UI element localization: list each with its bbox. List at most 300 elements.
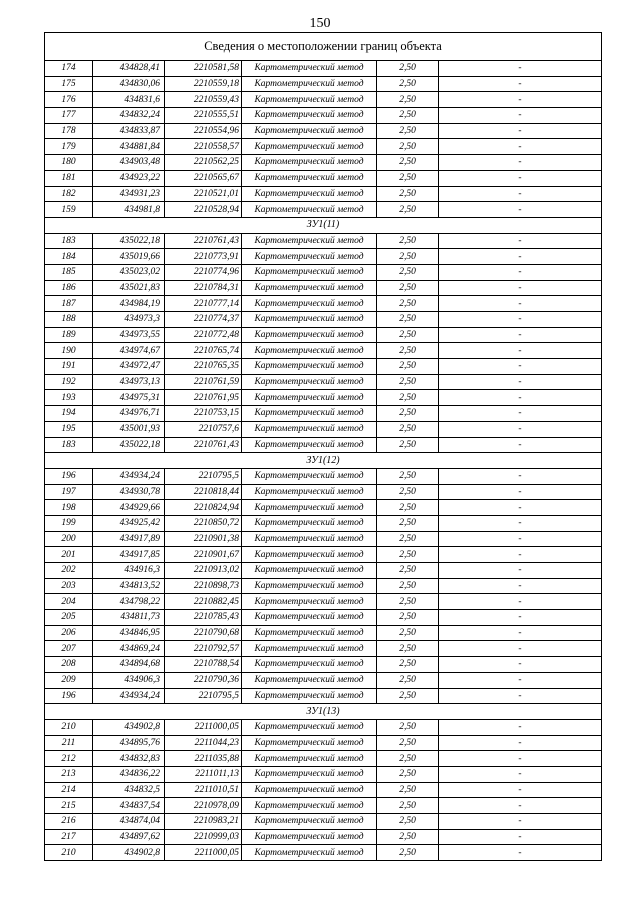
accuracy-cell: 2,50 bbox=[377, 139, 439, 155]
point-number-cell: 188 bbox=[45, 312, 93, 328]
y-coordinate-cell: 2210901,38 bbox=[165, 531, 242, 547]
point-number-cell: 184 bbox=[45, 249, 93, 265]
accuracy-cell: 2,50 bbox=[377, 92, 439, 108]
point-number-cell: 195 bbox=[45, 421, 93, 437]
description-cell: - bbox=[439, 845, 602, 861]
point-number-cell: 196 bbox=[45, 468, 93, 484]
point-number-cell: 185 bbox=[45, 264, 93, 280]
accuracy-cell: 2,50 bbox=[377, 390, 439, 406]
accuracy-cell: 2,50 bbox=[377, 641, 439, 657]
accuracy-cell: 2,50 bbox=[377, 547, 439, 563]
point-number-cell: 191 bbox=[45, 359, 93, 375]
x-coordinate-cell: 434894,68 bbox=[93, 657, 165, 673]
y-coordinate-cell: 2210765,35 bbox=[165, 359, 242, 375]
description-cell: - bbox=[439, 421, 602, 437]
method-cell: Картометрический метод bbox=[242, 641, 377, 657]
method-cell: Картометрический метод bbox=[242, 233, 377, 249]
method-cell: Картометрический метод bbox=[242, 264, 377, 280]
table-row bbox=[45, 390, 602, 406]
point-number-cell: 202 bbox=[45, 563, 93, 579]
x-coordinate-cell: 434975,31 bbox=[93, 390, 165, 406]
description-cell: - bbox=[439, 531, 602, 547]
y-coordinate-cell: 2210581,58 bbox=[165, 61, 242, 77]
table-row bbox=[45, 280, 602, 296]
table-row bbox=[45, 233, 602, 249]
method-cell: Картометрический метод bbox=[242, 719, 377, 735]
description-cell: - bbox=[439, 170, 602, 186]
description-cell: - bbox=[439, 735, 602, 751]
accuracy-cell: 2,50 bbox=[377, 814, 439, 830]
accuracy-cell: 2,50 bbox=[377, 421, 439, 437]
section-header-row bbox=[45, 704, 602, 720]
accuracy-cell: 2,50 bbox=[377, 782, 439, 798]
y-coordinate-cell: 2210784,31 bbox=[165, 280, 242, 296]
table-row bbox=[45, 641, 602, 657]
x-coordinate-cell: 434931,23 bbox=[93, 186, 165, 202]
y-coordinate-cell: 2210555,51 bbox=[165, 108, 242, 124]
point-number-cell: 205 bbox=[45, 610, 93, 626]
method-cell: Картометрический метод bbox=[242, 547, 377, 563]
description-cell: - bbox=[439, 186, 602, 202]
table-row bbox=[45, 406, 602, 422]
description-cell: - bbox=[439, 766, 602, 782]
x-coordinate-cell: 434930,78 bbox=[93, 484, 165, 500]
method-cell: Картометрический метод bbox=[242, 814, 377, 830]
table-row bbox=[45, 515, 602, 531]
table-row bbox=[45, 766, 602, 782]
y-coordinate-cell: 2210761,43 bbox=[165, 437, 242, 453]
method-cell: Картометрический метод bbox=[242, 108, 377, 124]
y-coordinate-cell: 2210983,21 bbox=[165, 814, 242, 830]
method-cell: Картометрический метод bbox=[242, 327, 377, 343]
point-number-cell: 192 bbox=[45, 374, 93, 390]
point-number-cell: 210 bbox=[45, 845, 93, 861]
y-coordinate-cell: 2210901,67 bbox=[165, 547, 242, 563]
method-cell: Картометрический метод bbox=[242, 123, 377, 139]
y-coordinate-cell: 2210792,57 bbox=[165, 641, 242, 657]
x-coordinate-cell: 434869,24 bbox=[93, 641, 165, 657]
description-cell: - bbox=[439, 578, 602, 594]
table-row bbox=[45, 421, 602, 437]
method-cell: Картометрический метод bbox=[242, 249, 377, 265]
method-cell: Картометрический метод bbox=[242, 139, 377, 155]
x-coordinate-cell: 435001,93 bbox=[93, 421, 165, 437]
accuracy-cell: 2,50 bbox=[377, 202, 439, 218]
point-number-cell: 183 bbox=[45, 437, 93, 453]
table-row bbox=[45, 437, 602, 453]
y-coordinate-cell: 2211044,23 bbox=[165, 735, 242, 751]
method-cell: Картометрический метод bbox=[242, 406, 377, 422]
point-number-cell: 207 bbox=[45, 641, 93, 657]
description-cell: - bbox=[439, 515, 602, 531]
accuracy-cell: 2,50 bbox=[377, 766, 439, 782]
table-row bbox=[45, 547, 602, 563]
accuracy-cell: 2,50 bbox=[377, 845, 439, 861]
accuracy-cell: 2,50 bbox=[377, 312, 439, 328]
x-coordinate-cell: 434934,24 bbox=[93, 468, 165, 484]
y-coordinate-cell: 2210554,96 bbox=[165, 123, 242, 139]
x-coordinate-cell: 434897,62 bbox=[93, 829, 165, 845]
description-cell: - bbox=[439, 155, 602, 171]
point-number-cell: 190 bbox=[45, 343, 93, 359]
description-cell: - bbox=[439, 657, 602, 673]
x-coordinate-cell: 434846,95 bbox=[93, 625, 165, 641]
accuracy-cell: 2,50 bbox=[377, 625, 439, 641]
accuracy-cell: 2,50 bbox=[377, 484, 439, 500]
y-coordinate-cell: 2210765,74 bbox=[165, 343, 242, 359]
accuracy-cell: 2,50 bbox=[377, 327, 439, 343]
method-cell: Картометрический метод bbox=[242, 359, 377, 375]
table-row bbox=[45, 202, 602, 218]
method-cell: Картометрический метод bbox=[242, 296, 377, 312]
accuracy-cell: 2,50 bbox=[377, 578, 439, 594]
description-cell: - bbox=[439, 390, 602, 406]
point-number-cell: 214 bbox=[45, 782, 93, 798]
description-cell: - bbox=[439, 374, 602, 390]
table-row bbox=[45, 359, 602, 375]
accuracy-cell: 2,50 bbox=[377, 437, 439, 453]
section-header-row bbox=[45, 453, 602, 469]
x-coordinate-cell: 435023,02 bbox=[93, 264, 165, 280]
point-number-cell: 208 bbox=[45, 657, 93, 673]
y-coordinate-cell: 2210898,73 bbox=[165, 578, 242, 594]
point-number-cell: 183 bbox=[45, 233, 93, 249]
y-coordinate-cell: 2210528,94 bbox=[165, 202, 242, 218]
method-cell: Картометрический метод bbox=[242, 421, 377, 437]
x-coordinate-cell: 435021,83 bbox=[93, 280, 165, 296]
section-label: ЗУ1(11) bbox=[45, 217, 602, 233]
accuracy-cell: 2,50 bbox=[377, 296, 439, 312]
table-row bbox=[45, 249, 602, 265]
y-coordinate-cell: 2210558,57 bbox=[165, 139, 242, 155]
method-cell: Картометрический метод bbox=[242, 61, 377, 77]
accuracy-cell: 2,50 bbox=[377, 594, 439, 610]
point-number-cell: 211 bbox=[45, 735, 93, 751]
point-number-cell: 175 bbox=[45, 76, 93, 92]
accuracy-cell: 2,50 bbox=[377, 563, 439, 579]
x-coordinate-cell: 434874,04 bbox=[93, 814, 165, 830]
x-coordinate-cell: 434923,22 bbox=[93, 170, 165, 186]
accuracy-cell: 2,50 bbox=[377, 343, 439, 359]
point-number-cell: 189 bbox=[45, 327, 93, 343]
x-coordinate-cell: 434836,22 bbox=[93, 766, 165, 782]
table-row bbox=[45, 672, 602, 688]
description-cell: - bbox=[439, 484, 602, 500]
y-coordinate-cell: 2210999,03 bbox=[165, 829, 242, 845]
accuracy-cell: 2,50 bbox=[377, 500, 439, 516]
description-cell: - bbox=[439, 782, 602, 798]
accuracy-cell: 2,50 bbox=[377, 61, 439, 77]
description-cell: - bbox=[439, 406, 602, 422]
point-number-cell: 174 bbox=[45, 61, 93, 77]
x-coordinate-cell: 434833,87 bbox=[93, 123, 165, 139]
point-number-cell: 194 bbox=[45, 406, 93, 422]
table-row bbox=[45, 468, 602, 484]
x-coordinate-cell: 434902,8 bbox=[93, 845, 165, 861]
description-cell: - bbox=[439, 264, 602, 280]
description-cell: - bbox=[439, 563, 602, 579]
y-coordinate-cell: 2210795,5 bbox=[165, 468, 242, 484]
method-cell: Картометрический метод bbox=[242, 594, 377, 610]
description-cell: - bbox=[439, 280, 602, 296]
method-cell: Картометрический метод bbox=[242, 468, 377, 484]
description-cell: - bbox=[439, 814, 602, 830]
table-row bbox=[45, 610, 602, 626]
y-coordinate-cell: 2210761,59 bbox=[165, 374, 242, 390]
section-label: ЗУ1(12) bbox=[45, 453, 602, 469]
description-cell: - bbox=[439, 672, 602, 688]
table-row bbox=[45, 814, 602, 830]
description-cell: - bbox=[439, 798, 602, 814]
table-row bbox=[45, 563, 602, 579]
method-cell: Картометрический метод bbox=[242, 578, 377, 594]
table-row bbox=[45, 108, 602, 124]
method-cell: Картометрический метод bbox=[242, 672, 377, 688]
table-row bbox=[45, 155, 602, 171]
description-cell: - bbox=[439, 437, 602, 453]
accuracy-cell: 2,50 bbox=[377, 798, 439, 814]
section-label: ЗУ1(13) bbox=[45, 704, 602, 720]
x-coordinate-cell: 434916,3 bbox=[93, 563, 165, 579]
description-cell: - bbox=[439, 139, 602, 155]
description-cell: - bbox=[439, 327, 602, 343]
point-number-cell: 193 bbox=[45, 390, 93, 406]
point-number-cell: 209 bbox=[45, 672, 93, 688]
method-cell: Картометрический метод bbox=[242, 312, 377, 328]
description-cell: - bbox=[439, 61, 602, 77]
method-cell: Картометрический метод bbox=[242, 845, 377, 861]
table-row bbox=[45, 594, 602, 610]
description-cell: - bbox=[439, 123, 602, 139]
point-number-cell: 210 bbox=[45, 719, 93, 735]
point-number-cell: 206 bbox=[45, 625, 93, 641]
description-cell: - bbox=[439, 547, 602, 563]
table-row bbox=[45, 500, 602, 516]
x-coordinate-cell: 434828,41 bbox=[93, 61, 165, 77]
table-row bbox=[45, 688, 602, 704]
table-row bbox=[45, 657, 602, 673]
x-coordinate-cell: 434811,73 bbox=[93, 610, 165, 626]
section-header-row bbox=[45, 217, 602, 233]
point-number-cell: 181 bbox=[45, 170, 93, 186]
y-coordinate-cell: 2210795,5 bbox=[165, 688, 242, 704]
point-number-cell: 204 bbox=[45, 594, 93, 610]
point-number-cell: 159 bbox=[45, 202, 93, 218]
point-number-cell: 186 bbox=[45, 280, 93, 296]
point-number-cell: 200 bbox=[45, 531, 93, 547]
y-coordinate-cell: 2210777,14 bbox=[165, 296, 242, 312]
point-number-cell: 213 bbox=[45, 766, 93, 782]
description-cell: - bbox=[439, 312, 602, 328]
x-coordinate-cell: 435022,18 bbox=[93, 233, 165, 249]
description-cell: - bbox=[439, 829, 602, 845]
method-cell: Картометрический метод bbox=[242, 170, 377, 186]
table-row bbox=[45, 123, 602, 139]
y-coordinate-cell: 2211000,05 bbox=[165, 719, 242, 735]
accuracy-cell: 2,50 bbox=[377, 515, 439, 531]
method-cell: Картометрический метод bbox=[242, 563, 377, 579]
method-cell: Картометрический метод bbox=[242, 437, 377, 453]
accuracy-cell: 2,50 bbox=[377, 657, 439, 673]
description-cell: - bbox=[439, 594, 602, 610]
x-coordinate-cell: 434832,24 bbox=[93, 108, 165, 124]
table-row bbox=[45, 264, 602, 280]
y-coordinate-cell: 2210824,94 bbox=[165, 500, 242, 516]
accuracy-cell: 2,50 bbox=[377, 233, 439, 249]
description-cell: - bbox=[439, 468, 602, 484]
description-cell: - bbox=[439, 625, 602, 641]
description-cell: - bbox=[439, 719, 602, 735]
y-coordinate-cell: 2210772,48 bbox=[165, 327, 242, 343]
accuracy-cell: 2,50 bbox=[377, 108, 439, 124]
method-cell: Картометрический метод bbox=[242, 531, 377, 547]
table-row bbox=[45, 782, 602, 798]
x-coordinate-cell: 434903,48 bbox=[93, 155, 165, 171]
method-cell: Картометрический метод bbox=[242, 751, 377, 767]
method-cell: Картометрический метод bbox=[242, 390, 377, 406]
description-cell: - bbox=[439, 249, 602, 265]
method-cell: Картометрический метод bbox=[242, 92, 377, 108]
x-coordinate-cell: 434832,83 bbox=[93, 751, 165, 767]
method-cell: Картометрический метод bbox=[242, 76, 377, 92]
method-cell: Картометрический метод bbox=[242, 343, 377, 359]
method-cell: Картометрический метод bbox=[242, 515, 377, 531]
x-coordinate-cell: 434832,5 bbox=[93, 782, 165, 798]
point-number-cell: 182 bbox=[45, 186, 93, 202]
point-number-cell: 178 bbox=[45, 123, 93, 139]
y-coordinate-cell: 2210978,09 bbox=[165, 798, 242, 814]
x-coordinate-cell: 434925,42 bbox=[93, 515, 165, 531]
x-coordinate-cell: 434895,76 bbox=[93, 735, 165, 751]
method-cell: Картометрический метод bbox=[242, 766, 377, 782]
x-coordinate-cell: 435019,66 bbox=[93, 249, 165, 265]
y-coordinate-cell: 2210761,43 bbox=[165, 233, 242, 249]
table-row bbox=[45, 845, 602, 861]
description-cell: - bbox=[439, 641, 602, 657]
accuracy-cell: 2,50 bbox=[377, 249, 439, 265]
point-number-cell: 198 bbox=[45, 500, 93, 516]
method-cell: Картометрический метод bbox=[242, 500, 377, 516]
table-row bbox=[45, 76, 602, 92]
method-cell: Картометрический метод bbox=[242, 688, 377, 704]
table-row bbox=[45, 186, 602, 202]
description-cell: - bbox=[439, 610, 602, 626]
point-number-cell: 176 bbox=[45, 92, 93, 108]
method-cell: Картометрический метод bbox=[242, 798, 377, 814]
x-coordinate-cell: 434973,13 bbox=[93, 374, 165, 390]
y-coordinate-cell: 2211035,88 bbox=[165, 751, 242, 767]
table-row bbox=[45, 625, 602, 641]
x-coordinate-cell: 434906,3 bbox=[93, 672, 165, 688]
accuracy-cell: 2,50 bbox=[377, 170, 439, 186]
method-cell: Картометрический метод bbox=[242, 625, 377, 641]
table-row bbox=[45, 719, 602, 735]
y-coordinate-cell: 2210785,43 bbox=[165, 610, 242, 626]
accuracy-cell: 2,50 bbox=[377, 468, 439, 484]
x-coordinate-cell: 434981,8 bbox=[93, 202, 165, 218]
accuracy-cell: 2,50 bbox=[377, 672, 439, 688]
table-row bbox=[45, 751, 602, 767]
method-cell: Картометрический метод bbox=[242, 484, 377, 500]
x-coordinate-cell: 434798,22 bbox=[93, 594, 165, 610]
accuracy-cell: 2,50 bbox=[377, 123, 439, 139]
accuracy-cell: 2,50 bbox=[377, 531, 439, 547]
accuracy-cell: 2,50 bbox=[377, 610, 439, 626]
y-coordinate-cell: 2210788,54 bbox=[165, 657, 242, 673]
point-number-cell: 177 bbox=[45, 108, 93, 124]
y-coordinate-cell: 2210753,15 bbox=[165, 406, 242, 422]
accuracy-cell: 2,50 bbox=[377, 359, 439, 375]
method-cell: Картометрический метод bbox=[242, 374, 377, 390]
y-coordinate-cell: 2210913,02 bbox=[165, 563, 242, 579]
description-cell: - bbox=[439, 76, 602, 92]
y-coordinate-cell: 2210773,91 bbox=[165, 249, 242, 265]
x-coordinate-cell: 434837,54 bbox=[93, 798, 165, 814]
point-number-cell: 180 bbox=[45, 155, 93, 171]
y-coordinate-cell: 2210774,37 bbox=[165, 312, 242, 328]
accuracy-cell: 2,50 bbox=[377, 186, 439, 202]
x-coordinate-cell: 434881,84 bbox=[93, 139, 165, 155]
y-coordinate-cell: 2210790,36 bbox=[165, 672, 242, 688]
accuracy-cell: 2,50 bbox=[377, 76, 439, 92]
x-coordinate-cell: 434917,89 bbox=[93, 531, 165, 547]
y-coordinate-cell: 2210882,45 bbox=[165, 594, 242, 610]
accuracy-cell: 2,50 bbox=[377, 829, 439, 845]
accuracy-cell: 2,50 bbox=[377, 280, 439, 296]
table-row bbox=[45, 374, 602, 390]
description-cell: - bbox=[439, 359, 602, 375]
point-number-cell: 201 bbox=[45, 547, 93, 563]
description-cell: - bbox=[439, 202, 602, 218]
table-title: Сведения о местоположении границ объекта bbox=[45, 33, 602, 61]
x-coordinate-cell: 434976,71 bbox=[93, 406, 165, 422]
table-row bbox=[45, 92, 602, 108]
table-row bbox=[45, 484, 602, 500]
table-row bbox=[45, 735, 602, 751]
y-coordinate-cell: 2211000,05 bbox=[165, 845, 242, 861]
y-coordinate-cell: 2210761,95 bbox=[165, 390, 242, 406]
x-coordinate-cell: 434831,6 bbox=[93, 92, 165, 108]
y-coordinate-cell: 2211010,51 bbox=[165, 782, 242, 798]
description-cell: - bbox=[439, 108, 602, 124]
method-cell: Картометрический метод bbox=[242, 735, 377, 751]
point-number-cell: 187 bbox=[45, 296, 93, 312]
table-row bbox=[45, 578, 602, 594]
accuracy-cell: 2,50 bbox=[377, 406, 439, 422]
y-coordinate-cell: 2210774,96 bbox=[165, 264, 242, 280]
description-cell: - bbox=[439, 296, 602, 312]
x-coordinate-cell: 434830,06 bbox=[93, 76, 165, 92]
x-coordinate-cell: 434973,55 bbox=[93, 327, 165, 343]
y-coordinate-cell: 2210559,43 bbox=[165, 92, 242, 108]
description-cell: - bbox=[439, 751, 602, 767]
table-row bbox=[45, 829, 602, 845]
method-cell: Картометрический метод bbox=[242, 280, 377, 296]
method-cell: Картометрический метод bbox=[242, 186, 377, 202]
point-number-cell: 199 bbox=[45, 515, 93, 531]
method-cell: Картометрический метод bbox=[242, 657, 377, 673]
description-cell: - bbox=[439, 343, 602, 359]
point-number-cell: 212 bbox=[45, 751, 93, 767]
description-cell: - bbox=[439, 688, 602, 704]
point-number-cell: 196 bbox=[45, 688, 93, 704]
y-coordinate-cell: 2210559,18 bbox=[165, 76, 242, 92]
accuracy-cell: 2,50 bbox=[377, 155, 439, 171]
point-number-cell: 215 bbox=[45, 798, 93, 814]
method-cell: Картометрический метод bbox=[242, 610, 377, 626]
x-coordinate-cell: 434974,67 bbox=[93, 343, 165, 359]
method-cell: Картометрический метод bbox=[242, 829, 377, 845]
